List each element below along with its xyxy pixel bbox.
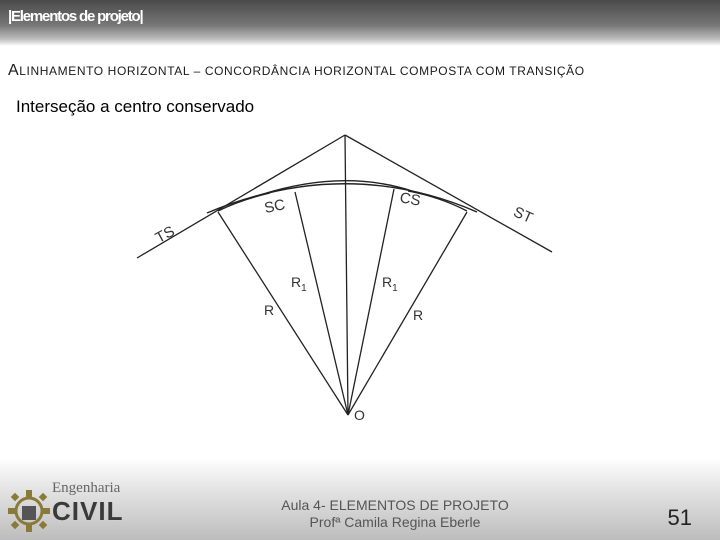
radius-line-right-inner xyxy=(348,189,394,415)
radius-line-left-outer xyxy=(218,212,348,415)
label-r1-left xyxy=(291,274,307,294)
label-sc: SC xyxy=(262,196,287,218)
footer-text xyxy=(240,497,550,531)
logo-text-main: CIVIL xyxy=(52,496,124,526)
label-r1-right-sub: 1 xyxy=(392,283,398,294)
label-r1-left-sub: 1 xyxy=(301,283,307,294)
heading-rest: LINHAMENTO HORIZONTAL – CONCORDÂNCIA HORIZONTAL COMPOSTA COM TRANSIÇÃO xyxy=(19,64,585,78)
slide-subheading: Interseção a centro conservado xyxy=(16,97,255,116)
label-st: ST xyxy=(510,203,536,227)
tangent-right-line xyxy=(345,135,552,252)
label-r1-right xyxy=(382,274,398,294)
label-r-right: R xyxy=(413,307,424,323)
label-r1-right-letter: R xyxy=(382,274,393,290)
radius-line-right-outer xyxy=(348,212,467,415)
engenharia-civil-logo xyxy=(4,482,144,538)
gear-icon xyxy=(6,488,52,534)
label-ts: TS xyxy=(152,222,178,247)
page-number: 51 xyxy=(667,505,692,530)
heading-first-letter: A xyxy=(8,62,20,79)
footer-course: Aula 4- ELEMENTOS DE PROJETO xyxy=(281,497,509,513)
label-r1-left-letter: R xyxy=(291,274,302,290)
label-r-left: R xyxy=(264,302,275,318)
radius-line-left-inner xyxy=(295,192,348,415)
label-o: O xyxy=(354,407,365,423)
center-axis-line xyxy=(345,135,348,415)
logo-text-top: Engenharia xyxy=(52,480,121,496)
header-title: |Elementos de projeto| xyxy=(8,8,143,25)
footer-professor: Profª Camila Regina Eberle xyxy=(309,514,481,530)
label-cs: CS xyxy=(398,189,422,210)
